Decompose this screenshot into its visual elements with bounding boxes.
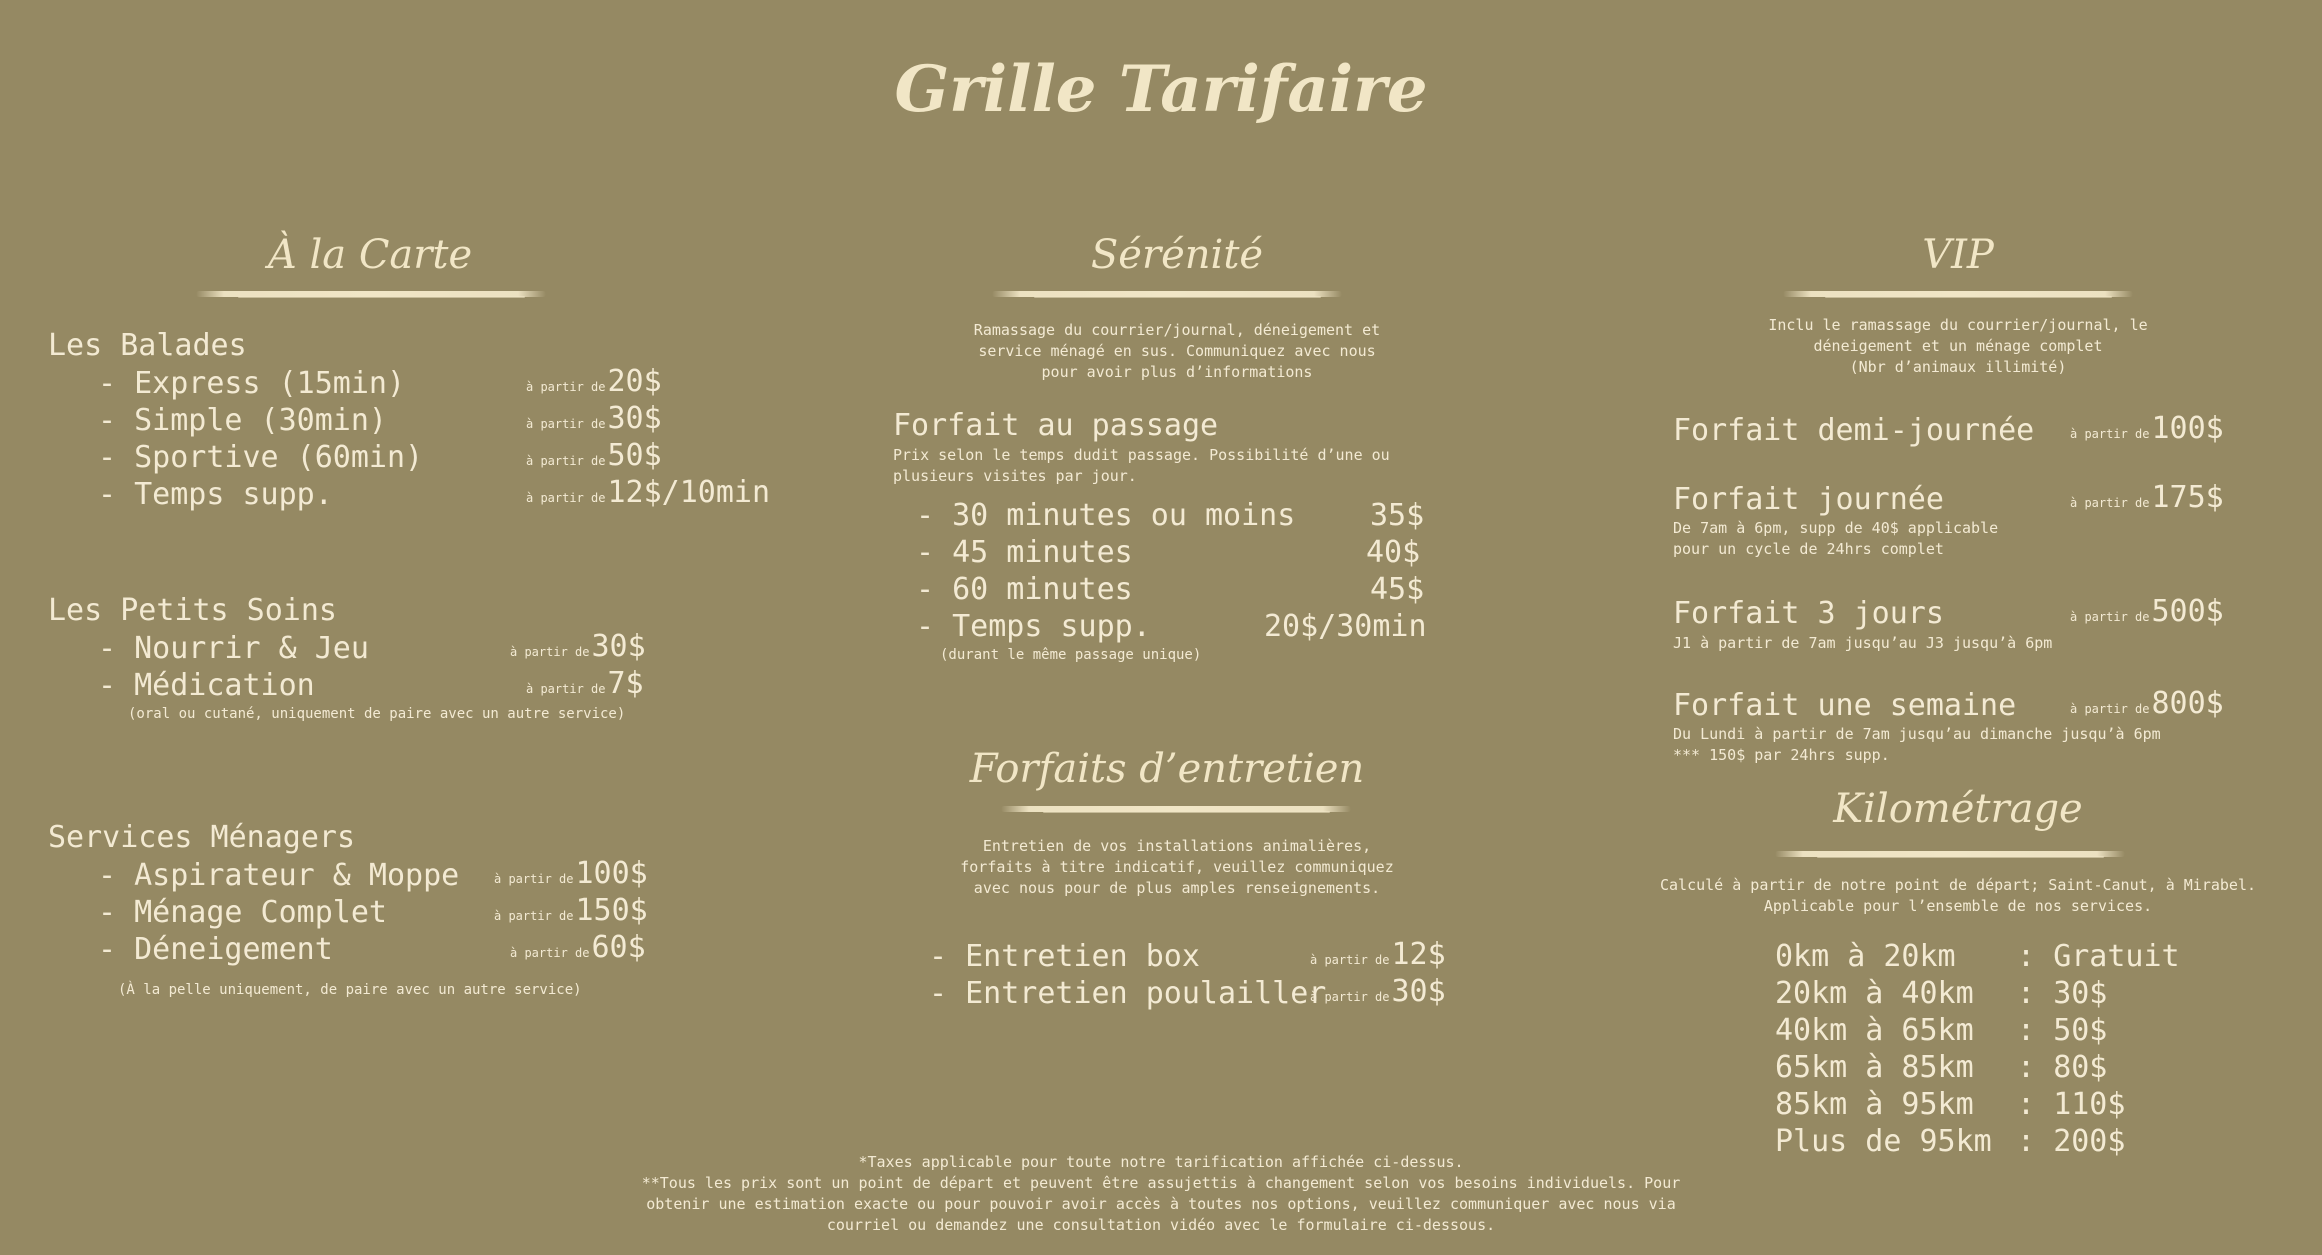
page-title: Grille Tarifaire bbox=[894, 52, 1428, 127]
menagers-heading: Services Ménagers bbox=[48, 820, 356, 855]
serenite-item-price: 20$/30min bbox=[1264, 609, 1427, 644]
vip-item-price: à partir de 100$ bbox=[2070, 411, 2224, 446]
menagers-note: (À la pelle uniquement, de paire avec un autre service) bbox=[118, 982, 582, 998]
serenite-item-label: - Temps supp. bbox=[916, 609, 1151, 644]
soins-heading: Les Petits Soins bbox=[48, 593, 337, 628]
menagers-item-label: - Déneigement bbox=[98, 932, 333, 967]
serenite-title-underline bbox=[992, 291, 1342, 297]
footer-line: **Tous les prix sont un point de départ et peuvent être assujettis à changement selon vos besoins individuels. Pour bbox=[641, 1174, 1681, 1192]
serenite-item-label: - 30 minutes ou moins bbox=[916, 498, 1296, 533]
serenite-title: Sérénité bbox=[1090, 232, 1264, 278]
km-row: 0km à 20km : Gratuit bbox=[1775, 939, 2180, 974]
kilometrage-title: Kilométrage bbox=[1833, 786, 2083, 832]
alacarte-title: À la Carte bbox=[267, 232, 473, 278]
balade-item-price: à partir de 50$ bbox=[526, 438, 662, 473]
vip-item-price: à partir de 800$ bbox=[2070, 686, 2224, 721]
soins-item-label: - Nourrir & Jeu bbox=[98, 631, 369, 666]
entretien-title-underline bbox=[1001, 806, 1351, 812]
footer-notes bbox=[561, 1152, 1761, 1236]
soins-item-label: - Médication bbox=[98, 668, 315, 703]
vip-item-price: à partir de 175$ bbox=[2070, 480, 2224, 515]
balade-item-label: - Express (15min) bbox=[98, 366, 406, 401]
km-row: 65km à 85km : 80$ bbox=[1775, 1050, 2108, 1085]
entretien-item-label: - Entretien box bbox=[929, 939, 1200, 974]
menagers-item-label: - Ménage Complet bbox=[98, 895, 387, 930]
forfait-passage-title: Forfait au passage bbox=[893, 408, 1219, 443]
serenite-item-label: - 60 minutes bbox=[916, 572, 1133, 607]
vip-item-label: Forfait demi-journée bbox=[1673, 413, 2035, 448]
entretien-title: Forfaits d’entretien bbox=[969, 746, 1365, 792]
vip-title: VIP bbox=[1922, 232, 1994, 278]
serenite-item-label: - 45 minutes bbox=[916, 535, 1133, 570]
balade-item-price: à partir de 12$/10min bbox=[526, 475, 771, 510]
vip-item-note: De 7am à 6pm, supp de 40$ applicable pour un cycle de 24hrs complet bbox=[1673, 519, 1999, 558]
entretien-desc: Entretien de vos installations animalières, forfaits à titre indicatif, veuillez communiquez avec nous pour de plus amples renseignements. bbox=[960, 837, 1394, 897]
alacarte-title-underline bbox=[196, 291, 546, 297]
forfait-passage-desc: Prix selon le temps dudit passage. Possibilité d’une ou plusieurs visites par jour. bbox=[893, 446, 1390, 485]
menagers-item-price: à partir de 60$ bbox=[510, 930, 646, 965]
vip-title-underline bbox=[1783, 291, 2133, 297]
km-row: Plus de 95km : 200$ bbox=[1775, 1124, 2126, 1159]
serenite-item-price: 35$ bbox=[1370, 498, 1425, 533]
vip-item-label: Forfait 3 jours bbox=[1673, 596, 1944, 631]
kilometrage-table bbox=[1775, 939, 2180, 1161]
serenite-item-price: 45$ bbox=[1370, 572, 1425, 607]
soins-note: (oral ou cutané, uniquement de paire avec un autre service) bbox=[128, 706, 626, 722]
balade-item-label: - Temps supp. bbox=[98, 477, 333, 512]
soins-item-price: à partir de 7$ bbox=[526, 666, 644, 701]
balades-heading: Les Balades bbox=[48, 328, 247, 363]
footer-line: *Taxes applicable pour toute notre tarification affichée ci-dessus. bbox=[858, 1153, 1464, 1171]
footer-line: courriel ou demandez une consultation vidéo avec le formulaire ci-dessous. bbox=[826, 1216, 1496, 1234]
balade-item-label: - Simple (30min) bbox=[98, 403, 387, 438]
menagers-item-price: à partir de 100$ bbox=[494, 856, 648, 891]
kilometrage-desc: Calculé à partir de notre point de départ; Saint-Canut, à Mirabel. Applicable pour l’ensemble de nos services. bbox=[1659, 876, 2257, 915]
serenite-item-price: 40$ bbox=[1366, 535, 1421, 570]
vip-item-price: à partir de 500$ bbox=[2070, 594, 2224, 629]
balade-item-label: - Sportive (60min) bbox=[98, 440, 424, 475]
vip-item-note: J1 à partir de 7am jusqu’au J3 jusqu’à 6pm bbox=[1673, 634, 2053, 652]
serenite-desc: Ramassage du courrier/journal, déneigement et service ménagé en sus. Communiquez avec nous pour avoir plus d’informations bbox=[973, 321, 1381, 381]
km-row: 20km à 40km : 30$ bbox=[1775, 976, 2108, 1011]
vip-item-label: Forfait une semaine bbox=[1673, 688, 2017, 723]
menagers-item-label: - Aspirateur & Moppe bbox=[98, 858, 460, 893]
entretien-item-label: - Entretien poulailler bbox=[929, 976, 1327, 1011]
entretien-item-price: à partir de 30$ bbox=[1310, 974, 1446, 1009]
km-row: 85km à 95km : 110$ bbox=[1775, 1087, 2126, 1122]
soins-item-price: à partir de 30$ bbox=[510, 629, 646, 664]
km-row: 40km à 65km : 50$ bbox=[1775, 1013, 2108, 1048]
kilometrage-title-underline bbox=[1775, 851, 2125, 857]
serenite-note: (durant le même passage unique) bbox=[940, 647, 1202, 663]
entretien-item-price: à partir de 12$ bbox=[1310, 937, 1446, 972]
balade-item-price: à partir de 30$ bbox=[526, 401, 662, 436]
vip-item-label: Forfait journée bbox=[1673, 482, 1944, 517]
vip-desc: Inclu le ramassage du courrier/journal, le déneigement et un ménage complet (Nbr d’animaux illimité) bbox=[1768, 316, 2148, 376]
balade-item-price: à partir de 20$ bbox=[526, 364, 662, 399]
menagers-item-price: à partir de 150$ bbox=[494, 893, 648, 928]
footer-line: obtenir une estimation exacte ou pour pouvoir avoir accès à toutes nos options, veuillez communiquer avec nous via bbox=[646, 1195, 1676, 1213]
vip-item-note: Du Lundi à partir de 7am jusqu’au dimanche jusqu’à 6pm *** 150$ par 24hrs supp. bbox=[1673, 725, 2161, 764]
